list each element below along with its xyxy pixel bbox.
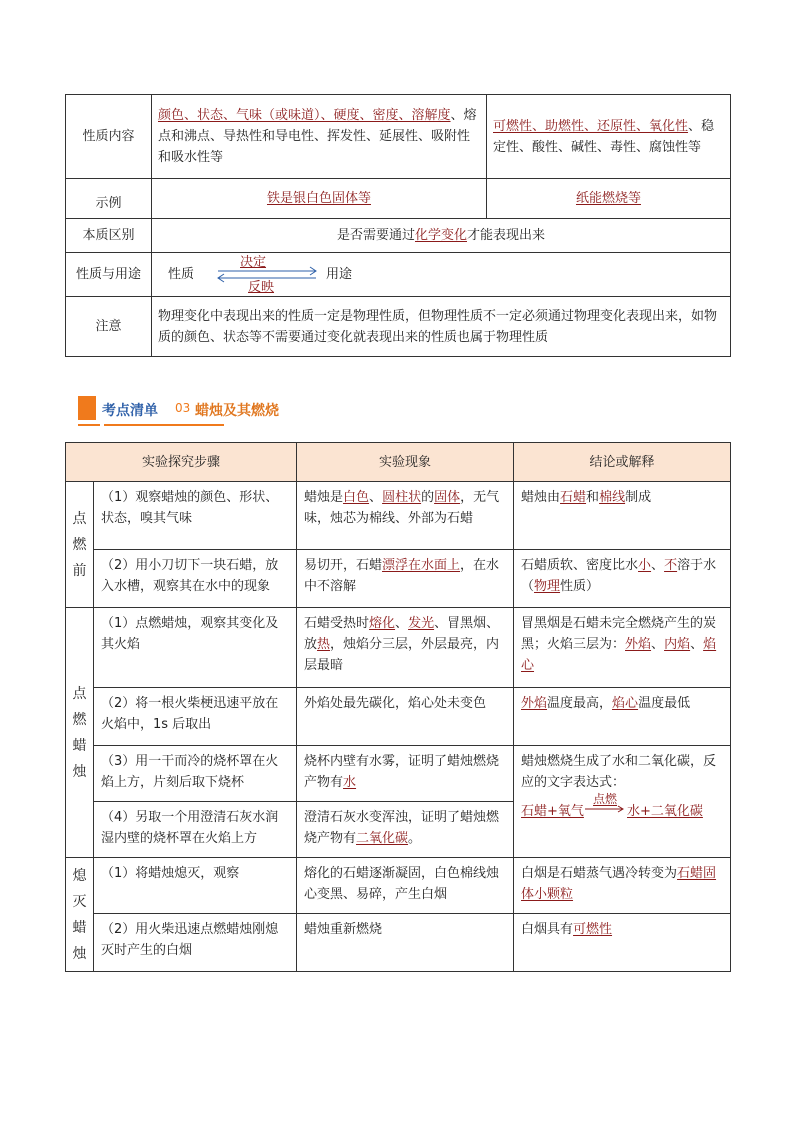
group-char: 前 xyxy=(72,562,87,579)
essential-difference: 是否需要通过化学变化才能表现出来 xyxy=(152,219,731,253)
decide-label: 决定 xyxy=(240,254,267,270)
step-cell: （3）用一干而冷的烧杯罩在火焰上方，片刻后取下烧杯 xyxy=(94,746,297,802)
phenomenon-cell: 蜡烛重新燃烧 xyxy=(297,914,514,972)
chemical-example: 纸能燃烧等 xyxy=(487,179,731,219)
step-cell: （1）点燃蜡烛，观察其变化及其火焰 xyxy=(94,608,297,688)
conclusion-cell: 外焰温度最高，焰心温度最低 xyxy=(514,688,731,746)
conclusion-cell: 石蜡质软、密度比水小、不溶于水（物理性质） xyxy=(514,550,731,608)
group-extinguish-candle xyxy=(66,858,94,972)
group-char: 烛 xyxy=(72,763,87,780)
conclusion-cell: 蜡烛由石蜡和棉线制成 xyxy=(514,482,731,550)
note-text: 物理变化中表现出来的性质一定是物理性质，但物理性质不一定必须通过物理变化表现出来，如物质的颜色、状态等不需要通过变化就表现出来的性质也属于物理性质 xyxy=(152,297,731,357)
row-label: 性质内容 xyxy=(66,95,152,179)
physical-example: 铁是银白色固体等 xyxy=(152,179,487,219)
phenomenon-cell: 澄清石灰水变浑浊，证明了蜡烛燃烧产物有二氧化碳。 xyxy=(297,802,514,858)
conclusion-cell: 蜡烛燃烧生成了水和二氧化碳，反应的文字表达式： 石蜡+氧气 点燃 水+二氧化碳 xyxy=(514,746,731,858)
group-char: 蜡 xyxy=(72,737,87,754)
phenomenon-cell: 外焰处最先碳化，焰心处未变色 xyxy=(297,688,514,746)
reaction-arrow-icon xyxy=(585,805,627,813)
group-char: 灭 xyxy=(72,893,87,910)
row-label: 本质区别 xyxy=(66,219,152,253)
group-char: 熄 xyxy=(72,867,87,884)
properties-table xyxy=(65,94,731,357)
section-name: 蜡烛及其燃烧 xyxy=(195,403,279,419)
row-label: 示例 xyxy=(66,179,152,219)
conclusion-cell: 冒黑烟是石蜡未完全燃烧产生的炭黑；火焰三层为：外焰、内焰、焰心 xyxy=(514,608,731,688)
property-use-relation xyxy=(152,253,731,297)
header-conclusion: 结论或解释 xyxy=(514,443,731,482)
phenomenon-cell: 易切开，石蜡漂浮在水面上，在水中不溶解 xyxy=(297,550,514,608)
group-lighting-candle xyxy=(66,608,94,858)
row-label: 性质与用途 xyxy=(66,253,152,297)
step-cell: （2）将一根火柴梗迅速平放在火焰中，1s 后取出 xyxy=(94,688,297,746)
conclusion-cell: 白烟具有可燃性 xyxy=(514,914,731,972)
header-phenomena: 实验现象 xyxy=(297,443,514,482)
group-char: 点 xyxy=(72,510,87,527)
group-char: 点 xyxy=(72,685,87,702)
step-cell: （1）观察蜡烛的颜色、形状、状态，嗅其气味 xyxy=(94,482,297,550)
phenomenon-cell: 石蜡受热时熔化、发光、冒黑烟、放热，烛焰分三层，外层最亮，内层最暗 xyxy=(297,608,514,688)
group-char: 燃 xyxy=(72,711,87,728)
reflect-label: 反映 xyxy=(248,279,275,295)
heading-bar-icon xyxy=(78,396,96,420)
group-char: 烛 xyxy=(72,945,87,962)
phenomenon-cell: 蜡烛是白色、圆柱状的固体，无气味，烛芯为棉线、外部为石蜡 xyxy=(297,482,514,550)
section-title: 考点清单 xyxy=(102,403,158,419)
word-equation: 石蜡+氧气 点燃 水+二氧化碳 xyxy=(521,792,703,819)
header-steps: 实验探究步骤 xyxy=(66,443,297,482)
row-label: 注意 xyxy=(66,297,152,357)
step-cell: （4）另取一个用澄清石灰水润湿内壁的烧杯罩在火焰上方 xyxy=(94,802,297,858)
property-word: 性质 xyxy=(168,266,195,282)
step-cell: （2）用小刀切下一块石蜡，放入水槽，观察其在水中的现象 xyxy=(94,550,297,608)
phenomenon-cell: 烧杯内壁有水雾，证明了蜡烛燃烧产物有水 xyxy=(297,746,514,802)
chemical-properties: 可燃性、助燃性、还原性、氧化性、稳定性、酸性、碱性、毒性、腐蚀性等 xyxy=(487,95,731,179)
step-cell: （1）将蜡烛熄灭，观察 xyxy=(94,858,297,914)
physical-properties: 颜色、状态、气味（或味道）、硬度、密度、溶解度、熔点和沸点、导热性和导电性、挥发性、延展性、吸附性和吸水性等 xyxy=(152,95,487,179)
candle-experiment-table xyxy=(65,442,731,972)
use-word: 用途 xyxy=(326,266,353,282)
section-number: 03 xyxy=(175,401,191,415)
step-cell: （2）用火柴迅速点燃蜡烛刚熄灭时产生的白烟 xyxy=(94,914,297,972)
group-char: 燃 xyxy=(72,536,87,553)
group-before-lighting xyxy=(66,482,94,608)
section-heading xyxy=(78,392,338,426)
group-char: 蜡 xyxy=(72,919,87,936)
phenomenon-cell: 熔化的石蜡逐渐凝固，白色棉线烛心变黑、易碎，产生白烟 xyxy=(297,858,514,914)
conclusion-cell: 白烟是石蜡蒸气遇冷转变为石蜡固体小颗粒 xyxy=(514,858,731,914)
